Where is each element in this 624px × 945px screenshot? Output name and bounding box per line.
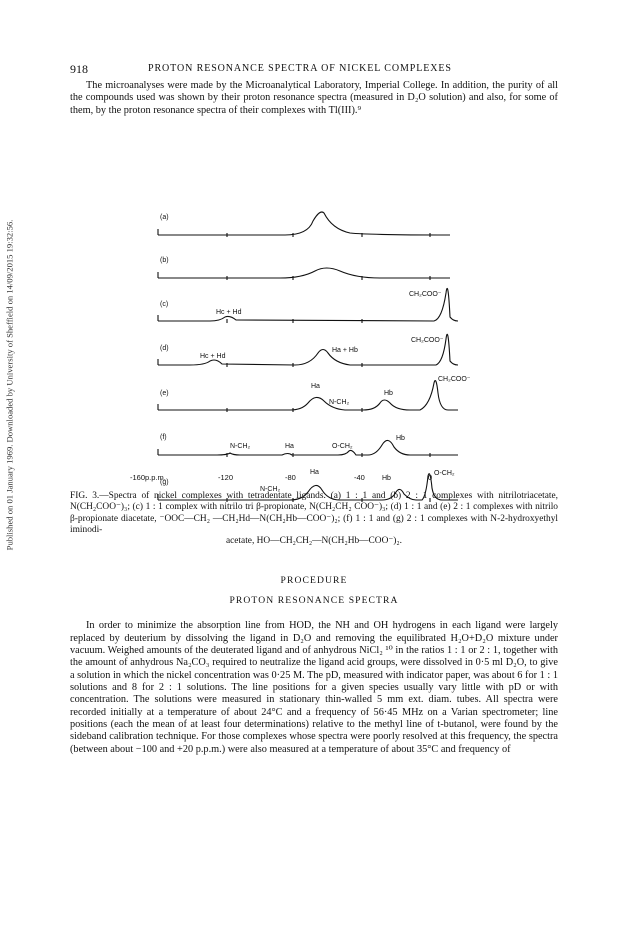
spectrum-b-label: (b): [160, 257, 169, 265]
spectra-figure: [70, 125, 558, 494]
peak-label-g-ha: Ha: [310, 469, 319, 477]
spectrum-f-label: (f): [160, 434, 167, 442]
spectrum-e-trace: [158, 381, 458, 410]
axis-label-160: -160p.p.m.: [130, 473, 166, 483]
figure-caption: [70, 491, 558, 547]
ppm-axis: [70, 473, 558, 485]
spectrum-e-label: (e): [160, 390, 169, 398]
intro-paragraph: The microanalyses were made by the Microanalytical Laboratory, Imperial College. In addition, the purity of all the compounds used was shown by their proton resonance spectra (measured in D₂O solution) and also, for some of them, by the proton resonance spectra of their complexes with Tl(III).⁹: [70, 80, 558, 116]
peak-label-d-ch2coo: CH₂COO⁻: [411, 337, 444, 345]
page-header: [70, 62, 558, 78]
page-number: 918: [70, 62, 88, 76]
body-paragraph: In order to minimize the absorption line from HOD, the NH and OH hydrogens in each ligand were largely replaced by deuterium by dissolving the ligand in D₂O and removing the equilibrated H₂O+D₂O mixture under vacuum. Weighed amounts of the deuterated ligand and of anhydrous NiCl₂ ¹⁰ in the ratios 1 : 1 or 2 : 1, together with the amount of anhydrous Na₂CO₃ required to neutralize the ligand acid groups, were dissolved in 0·5 ml D₂O, to give a solution in which the nickel concentration was 0·25 M. The pD, measured with indicator paper, was about 6 for 1 : 1 solutions and 8 for 2 : 1 solutions. The line positions for a given species usually vary little with pD or with concentration. The solutions were measured in stationary thin-walled 5 mm ext. diam. tubes. All spectra were recorded initially at a temperature of about 24°C and a frequency of 56·45 MHz on a Varian spectrometer; line positions (each the mean of at least four determinations) relative to the methyl line of t-butanol, were found by the sideband calibration technique. For those complexes whose spectra were poorly resolved at this frequency, the spectra (between about −100 and +20 p.p.m.) were also measured at a temperature of about 35°C and frequency of: [70, 620, 558, 755]
peak-label-e-hb: Hb: [384, 390, 393, 398]
axis-label-0: 0: [428, 473, 433, 483]
download-watermark: [2, 150, 16, 620]
figure-3: [70, 125, 558, 494]
spectrum-c-label: (c): [160, 301, 169, 309]
running-title: PROTON RESONANCE SPECTRA OF NICKEL COMPLEXES: [148, 63, 452, 74]
peak-label-c-ch2coo: CH₂COO⁻: [409, 291, 442, 299]
spectrum-g-label: (g): [160, 479, 169, 487]
spectrum-a-trace: [158, 212, 450, 235]
peak-label-e-nch2: N-CH₂: [329, 399, 350, 407]
axis-label-120: -120: [218, 473, 234, 483]
peak-label-e-ha: Ha: [311, 383, 320, 391]
spectrum-f-trace: [158, 441, 458, 456]
spectrum-d-label: (d): [160, 345, 169, 353]
download-note: Published on 01 January 1969. Downloaded by University of Sheffield on 14/09/2015 19:32:56.: [4, 219, 15, 551]
spectrum-b-trace: [158, 268, 450, 278]
peak-label-g-nch2: N-CH₂: [260, 486, 281, 494]
subsection-heading: PROTON RESONANCE SPECTRA: [229, 595, 399, 607]
peak-label-f-nch2: N-CH₂: [230, 443, 251, 451]
caption-main: FIG. 3.—Spectra of nickel complexes with tetradentate ligands. (a) 1 : 1 and (b) 2 : 1 complexes with nitrilotriacetate, N(CH₂COO⁻)₃; (c) 1 : 1 complex with nitrilo tri β-propionate, N(CH₂CH₂ COO⁻)₃; (d) 1 : 1 and (e) 2 : 1 complexes with nitrilo β-propionate diacetate, ⁻OOC—CH₂ —CH₂Hd—N(CH₂Hb—COO⁻)₂; (f) 1 : 1 and (g) 2 : 1 complexes with N-2-hydroxyethyl iminodi-: [70, 491, 558, 535]
peak-label-e-ch2coo: CH₂COO⁻: [438, 376, 471, 384]
peak-label-g-hb: Hb: [382, 475, 391, 483]
peak-label-f-och2: O-CH₂: [332, 443, 353, 451]
peak-label-c-hchd: Hc + Hd: [216, 309, 242, 317]
spectrum-a-label: (a): [160, 214, 169, 222]
peak-label-g-och2: O-CH₂: [434, 470, 455, 478]
peak-label-f-hb: Hb: [396, 435, 405, 443]
peak-label-d-hchd: Hc + Hd: [200, 353, 226, 361]
peak-label-f-ha: Ha: [285, 443, 294, 451]
page: [70, 62, 558, 756]
axis-label-40: -40: [354, 473, 365, 483]
peak-label-d-hahb: Ha + Hb: [332, 347, 358, 355]
axis-label-80: -80: [285, 473, 296, 483]
section-heading: PROCEDURE: [280, 575, 348, 587]
caption-last-line: acetate, HO—CH₂CH₂—N(CH₂Hb—COO⁻)₂.: [225, 536, 403, 547]
